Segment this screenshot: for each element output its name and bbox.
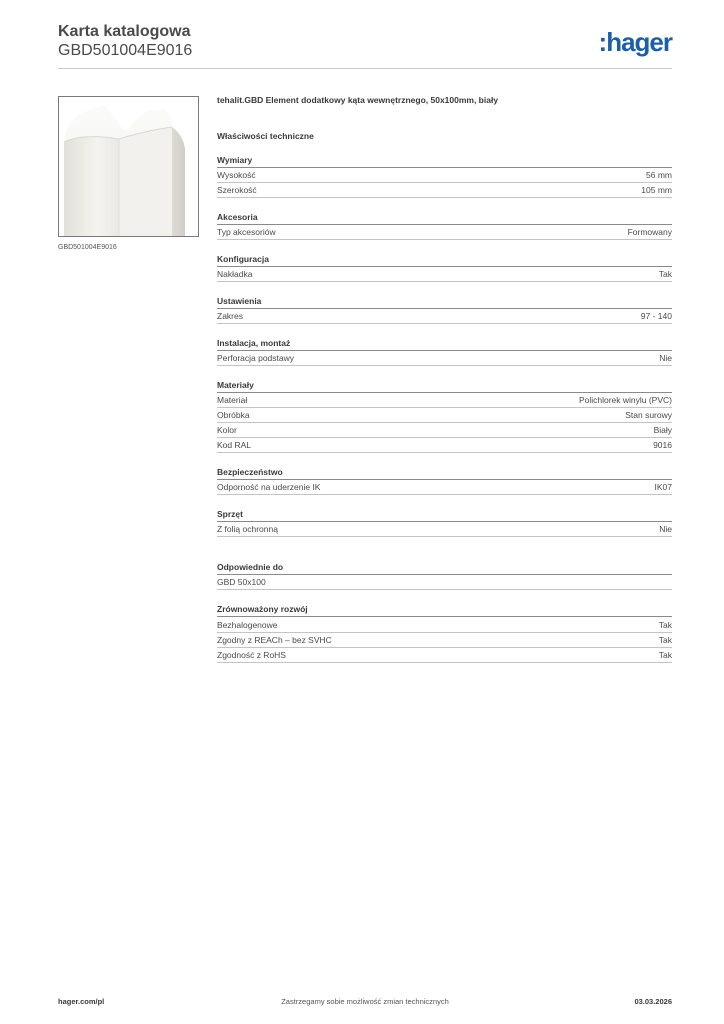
spec-row — [217, 225, 672, 240]
page-title: Karta katalogowa — [58, 23, 191, 40]
spec-row — [217, 522, 672, 537]
spec-key: Typ akcesoriów — [217, 227, 276, 237]
group-akcesoria — [217, 210, 672, 240]
product-image — [58, 96, 199, 237]
header-divider — [58, 68, 672, 69]
date: 03.03.2026 — [634, 997, 672, 1006]
spec-row — [217, 423, 672, 438]
group-ustawienia — [217, 294, 672, 324]
tech-properties-title: Właściwości techniczne — [217, 131, 314, 141]
spec-key: Zgodność z RoHS — [217, 650, 286, 660]
spec-row — [217, 438, 672, 453]
spec-row — [217, 168, 672, 183]
spec-key: Wysokość — [217, 170, 256, 180]
spec-value: Biały — [653, 425, 672, 435]
product-corner-element-icon — [59, 97, 198, 236]
logo-text: :hager — [598, 27, 672, 57]
spec-key: Szerokość — [217, 185, 257, 195]
group-title: Ustawienia — [217, 294, 672, 309]
spec-key: Odporność na uderzenie IK — [217, 482, 321, 492]
spec-key: Zgodny z REACh – bez SVHC — [217, 635, 332, 645]
spec-row — [217, 393, 672, 408]
spec-value: Tak — [658, 269, 672, 279]
spec-value: Nie — [659, 524, 672, 534]
spec-value: IK07 — [654, 482, 672, 492]
spec-row — [217, 183, 672, 198]
spec-key: Nakładka — [217, 269, 253, 279]
spec-key: Perforacja podstawy — [217, 353, 295, 363]
spec-key: Bezhalogenowe — [217, 620, 278, 630]
spec-key: Materiał — [217, 395, 248, 405]
spec-key: Kolor — [217, 425, 237, 435]
spec-row — [217, 267, 672, 282]
hager-logo — [599, 28, 672, 56]
group-konfiguracja — [217, 252, 672, 282]
group-materialy — [217, 378, 672, 453]
disclaimer: Zastrzegamy sobie możliwość zmian technicznych — [281, 997, 449, 1006]
spec-row — [217, 648, 672, 663]
spec-value: Tak — [658, 635, 672, 645]
spec-value: 9016 — [653, 440, 672, 450]
spec-value: Polichlorek winylu (PVC) — [578, 395, 672, 405]
group-bezpieczenstwo — [217, 465, 672, 495]
spec-key: Z folią ochronną — [217, 524, 278, 534]
spec-value: 97 - 140 — [640, 311, 672, 321]
group-wymiary — [217, 153, 672, 198]
spec-row — [217, 309, 672, 324]
group-instalacja — [217, 336, 672, 366]
product-title: tehalit.GBD Element dodatkowy kąta wewnętrznego, 50x100mm, biały — [217, 95, 499, 105]
group-title: Konfiguracja — [217, 252, 672, 267]
page-header — [58, 22, 192, 60]
spec-value: 105 mm — [641, 185, 672, 195]
group-odpowiednie-do — [217, 560, 672, 590]
group-title: Akcesoria — [217, 210, 672, 225]
spec-key: Kod RAL — [217, 440, 252, 450]
image-caption: GBD501004E9016 — [58, 244, 117, 251]
spec-row — [217, 408, 672, 423]
spec-value: Nie — [659, 353, 672, 363]
spec-row — [217, 351, 672, 366]
spec-value: 56 mm — [646, 170, 672, 180]
spec-key: Obróbka — [217, 410, 250, 420]
website-link[interactable]: hager.com/pl — [58, 997, 105, 1006]
spec-value: Tak — [658, 620, 672, 630]
group-title: Bezpieczeństwo — [217, 465, 672, 480]
product-code: GBD501004E9016 — [58, 42, 193, 59]
group-title: Instalacja, montaż — [217, 336, 672, 351]
spec-content — [217, 95, 672, 675]
group-title: Materiały — [217, 378, 672, 393]
spec-row — [217, 480, 672, 495]
spec-key: Zakres — [217, 311, 243, 321]
spec-value: Tak — [658, 650, 672, 660]
group-title: Zrównoważony rozwój — [217, 602, 672, 617]
spec-row — [217, 633, 672, 648]
group-title: Wymiary — [217, 153, 672, 168]
group-sprzet — [217, 507, 672, 537]
spec-row — [217, 618, 672, 633]
spec-key: GBD 50x100 — [217, 577, 266, 587]
group-title: Odpowiednie do — [217, 560, 672, 575]
spec-value: Formowany — [627, 227, 672, 237]
group-zrownowazony-rozwoj — [217, 602, 672, 663]
group-title: Sprzęt — [217, 507, 672, 522]
spec-value: Stan surowy — [625, 410, 672, 420]
spec-row — [217, 575, 672, 590]
